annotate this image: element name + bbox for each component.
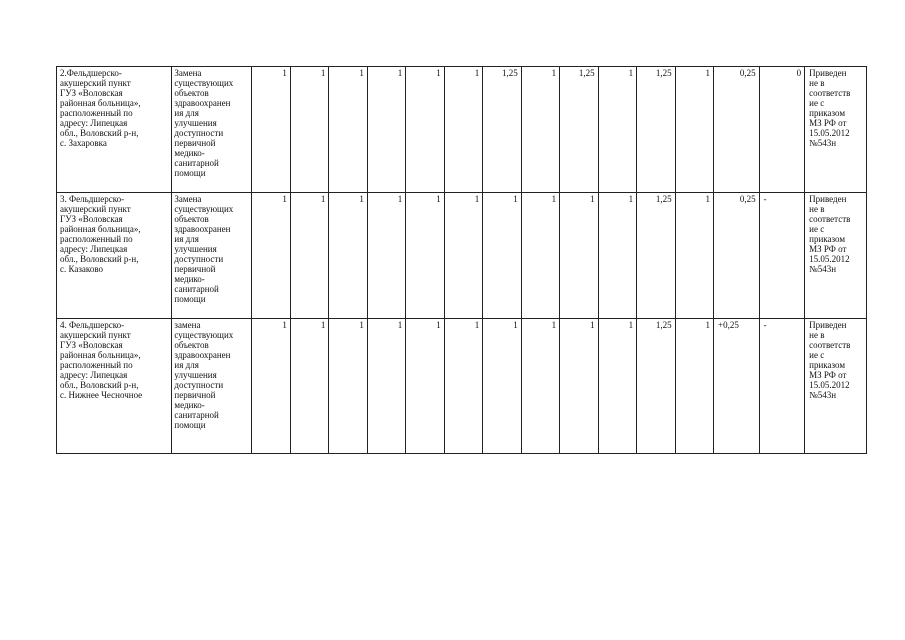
measure-cell	[172, 67, 252, 193]
value-cell: 1	[367, 67, 405, 193]
value-cell: 1	[290, 193, 328, 319]
value-cell: 1	[406, 193, 444, 319]
measure-text: замена существующих объектов здравоохранен ия для улучшения доступности первичной медико- санитарной помощи	[174, 320, 234, 430]
value-cell: 1	[329, 319, 367, 454]
value-cell: 1	[290, 319, 328, 454]
value-cell: 1	[252, 193, 290, 319]
value-cell: 1	[329, 193, 367, 319]
value-cell: 1	[252, 319, 290, 454]
note-cell	[805, 193, 867, 319]
value-cell: 1	[252, 67, 290, 193]
value-cell: 1	[560, 193, 598, 319]
facilities-table	[56, 66, 867, 454]
facility-name: 2.Фельдшерско- акушерский пункт ГУЗ «Воловская районная больница», расположенный по адресу: Липецкая обл., Воловский р-н, с. Захаровка	[60, 68, 141, 148]
note-text: Приведен не в соответств ие с приказом МЗ РФ от 15.05.2012 №543н	[809, 194, 851, 274]
value-cell: 1	[598, 67, 636, 193]
value-cell: 1,25	[637, 193, 675, 319]
value-cell: 1	[675, 319, 713, 454]
note-cell	[805, 67, 867, 193]
value-cell: 1,25	[560, 67, 598, 193]
value-cell: 1	[444, 193, 482, 319]
value-cell: 1	[329, 67, 367, 193]
measure-cell	[172, 319, 252, 454]
measure-cell	[172, 193, 252, 319]
value-cell: 1	[521, 319, 559, 454]
table-row	[57, 67, 867, 193]
value-cell: 0,25	[714, 193, 760, 319]
value-cell: 1	[560, 319, 598, 454]
value-cell: 1	[483, 319, 521, 454]
value-cell: 1	[483, 193, 521, 319]
value-cell: 1	[675, 193, 713, 319]
value-cell: 1	[598, 319, 636, 454]
facility-name-cell	[57, 67, 172, 193]
value-cell: 1	[675, 67, 713, 193]
value-cell: 1	[406, 319, 444, 454]
table-row	[57, 319, 867, 454]
value-cell: -	[759, 193, 805, 319]
value-cell: 1	[521, 67, 559, 193]
value-cell: 1	[367, 319, 405, 454]
value-cell: 1	[367, 193, 405, 319]
facility-name: 3. Фельдшерско- акушерский пункт ГУЗ «Воловская районная больница», расположенный по адресу: Липецкая обл., Воловский р-н, с. Казаково	[60, 194, 141, 274]
value-cell: 1	[521, 193, 559, 319]
value-cell: 1	[290, 67, 328, 193]
value-cell: 1	[444, 319, 482, 454]
value-cell: 1	[598, 193, 636, 319]
facility-name: 4. Фельдшерско- акушерский пункт ГУЗ «Воловская районная больница», расположенный по адресу: Липецкая обл., Воловский р-н, с. Нижнее Чесночное	[60, 320, 143, 400]
facility-name-cell	[57, 319, 172, 454]
value-cell: 0,25	[714, 67, 760, 193]
value-cell: 1	[406, 67, 444, 193]
value-cell: 1	[444, 67, 482, 193]
value-cell: 1,25	[637, 319, 675, 454]
note-text: Приведен не в соответств ие с приказом МЗ РФ от 15.05.2012 №543н	[809, 68, 851, 148]
note-cell	[805, 319, 867, 454]
value-cell: -	[759, 319, 805, 454]
measure-text: Замена существующих объектов здравоохранен ия для улучшения доступности первичной медико- санитарной помощи	[174, 68, 234, 178]
value-cell: 0	[759, 67, 805, 193]
note-text: Приведен не в соответств ие с приказом МЗ РФ от 15.05.2012 №543н	[809, 320, 851, 400]
table-row	[57, 193, 867, 319]
measure-text: Замена существующих объектов здравоохранен ия для улучшения доступности первичной медико- санитарной помощи	[174, 194, 234, 304]
facility-name-cell	[57, 193, 172, 319]
value-cell: +0,25	[714, 319, 760, 454]
value-cell: 1,25	[483, 67, 521, 193]
value-cell: 1,25	[637, 67, 675, 193]
